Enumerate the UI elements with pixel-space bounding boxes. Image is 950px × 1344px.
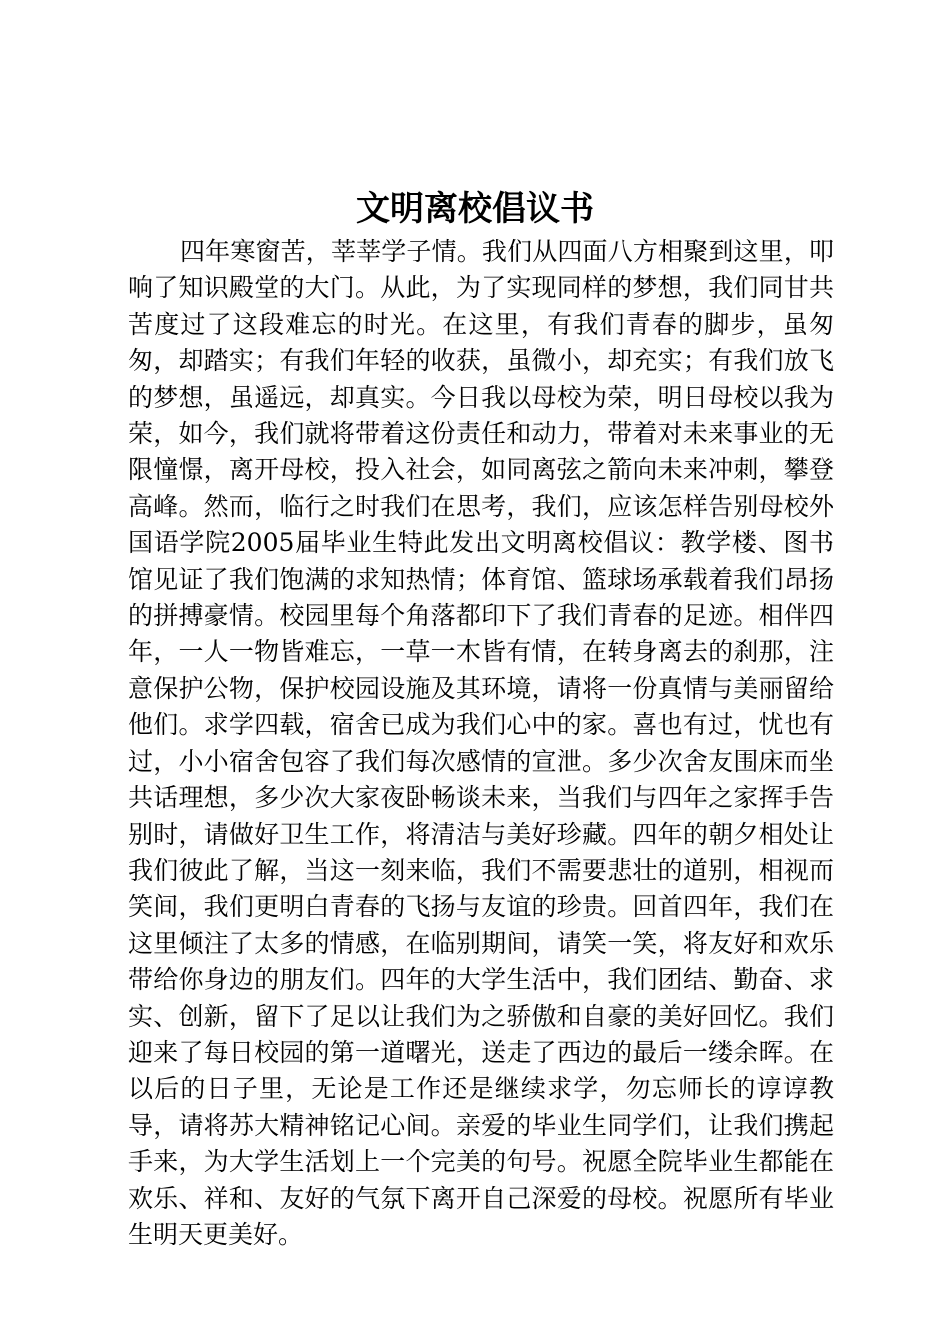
document-title: 文明离校倡议书 [356, 189, 594, 229]
document-body-paragraph: 四年寒窗苦，莘莘学子情。我们从四面八方相聚到这里，叩响了知识殿堂的大门。从此，为了实现同样的梦想，我们同甘共苦度过了这段难忘的时光。在这里，有我们青春的脚步，虽匆匆，却踏实；有我们年轻的收获，虽微小，却充实；有我们放飞的梦想，虽遥远，却真实。今日我以母校为荣，明日母校以我为荣，如今，我们就将带着这份责任和动力，带着对未来事业的无限憧憬，离开母校，投入社会，如同离弦之箭向未来冲刺，攀登高峰。然而，临行之时我们在思考，我们，应该怎样告别母校外国语学院2005届毕业生特此发出文明离校倡议：教学楼、图书馆见证了我们饱满的求知热情；体育馆、篮球场承载着我们昂扬的拼搏豪情。校园里每个角落都印下了我们青春的足迹。相伴四年，一人一物皆难忘，一草一木皆有情，在转身离去的刹那，注意保护公物，保护校园设施及其环境，请将一份真情与美丽留给他们。求学四载，宿舍已成为我们心中的家。喜也有过，忧也有过，小小宿舍包容了我们每次感情的宣泄。多少次舍友围床而坐共话理想，多少次大家夜卧畅谈未来，当我们与四年之家挥手告别时，请做好卫生工作，将清洁与美好珍藏。四年的朝夕相处让我们彼此了解，当这一刻来临，我们不需要悲壮的道别，相视而笑间，我们更明白青春的飞扬与友谊的珍贵。回首四年，我们在这里倾注了太多的情感，在临别期间，请笑一笑，将友好和欢乐带给你身边的朋友们。四年的大学生活中，我们团结、勤奋、求实、创新，留下了足以让我们为之骄傲和自豪的美好回忆。我们迎来了每日校园的第一道曙光，送走了西边的最后一缕余晖。在以后的日子里，无论是工作还是继续求学，勿忘师长的谆谆教导，请将苏大精神铭记心间。亲爱的毕业生同学们，让我们携起手来，为大学生活划上一个完美的句号。祝愿全院毕业生都能在欢乐、祥和、友好的气氛下离开自己深爱的母校。祝愿所有毕业生明天更美好。 [128, 237, 834, 1249]
